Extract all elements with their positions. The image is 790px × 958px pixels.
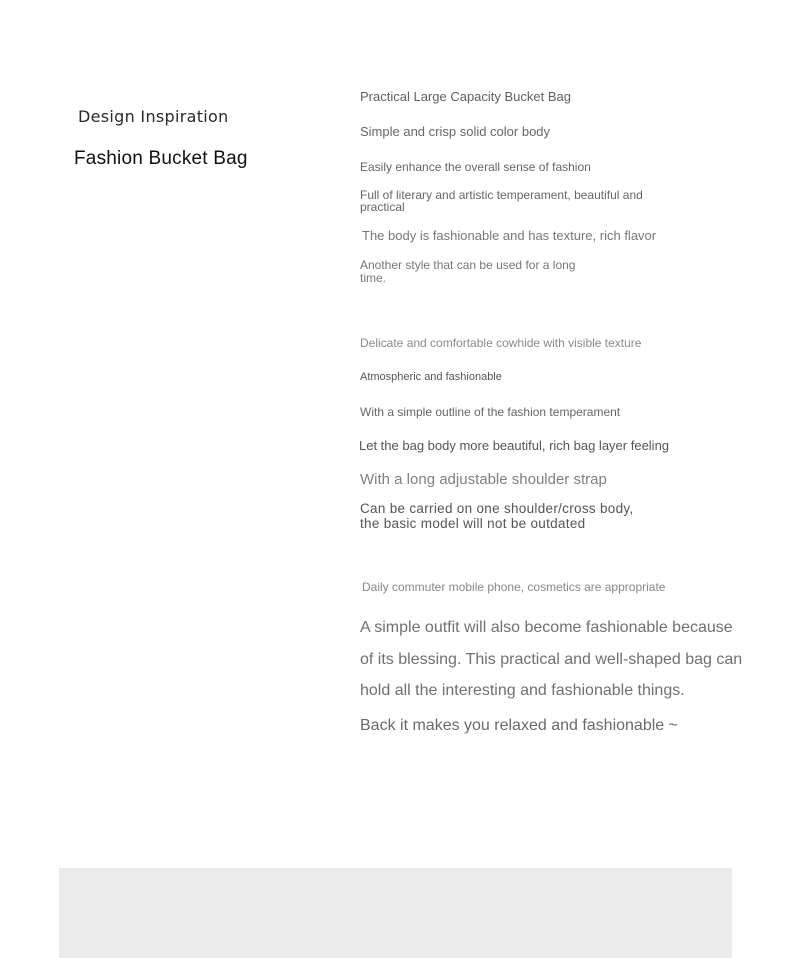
description-paragraph: A simple outfit will also become fashionable because of its blessing. This practical and well-shaped bag can hold all the interesting and fashionable things. [360,619,743,699]
product-title: Fashion Bucket Bag [74,148,248,169]
feature-line: Atmospheric and fashionable [360,371,502,383]
feature-line: Full of literary and artistic temperament, beautiful and practical [360,188,643,214]
closing-line: Back it makes you relaxed and fashionable ~ [360,717,678,734]
feature-line: With a long adjustable shoulder strap [360,471,607,488]
feature-line: Easily enhance the overall sense of fashion [360,160,591,174]
feature-line: Another style that can be used for a long time. [360,258,576,285]
feature-line: The body is fashionable and has texture, rich flavor [362,228,657,243]
feature-line: Delicate and comfortable cowhide with visible texture [360,336,642,350]
feature-line: Can be carried on one shoulder/cross body, the basic model will not be outdated [360,501,634,531]
feature-line: Daily commuter mobile phone, cosmetics are appropriate [362,580,666,594]
feature-line: Practical Large Capacity Bucket Bag [360,89,571,104]
feature-line: With a simple outline of the fashion temperament [360,405,621,419]
design-inspiration-label: Design Inspiration [78,107,229,126]
feature-line: Simple and crisp solid color body [360,124,551,139]
feature-line: Let the bag body more beautiful, rich bag layer feeling [359,438,670,453]
image-placeholder [59,868,732,958]
